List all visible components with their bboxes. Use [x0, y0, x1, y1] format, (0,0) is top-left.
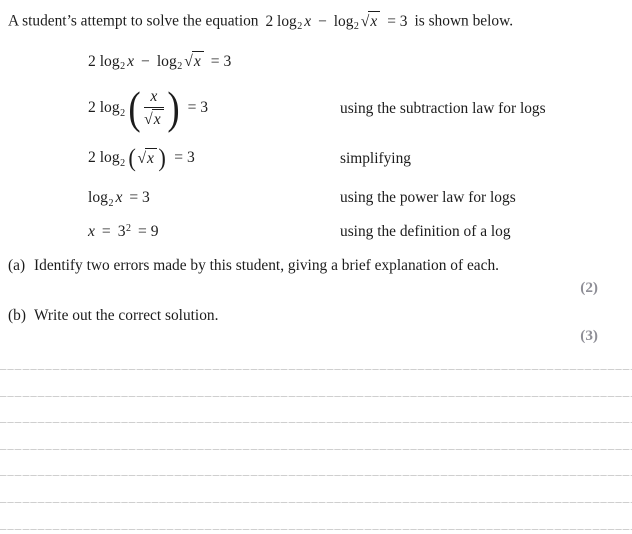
note-simplifying: simplifying [340, 150, 411, 167]
left-paren: ( [128, 82, 141, 133]
math-token: $\log_2 √x$ [157, 53, 204, 70]
sqrt-x: √x [144, 109, 163, 128]
math-token: $\log_2 √x$ [334, 13, 380, 30]
math-token: 2 $\log_2$ [88, 149, 126, 169]
work-line-3 [88, 144, 195, 172]
right-paren: ) [158, 144, 166, 172]
work-line-4 [88, 189, 150, 207]
intro-equation [266, 13, 408, 30]
note-subtraction-law: using the subtraction law for logs [340, 100, 546, 117]
part-a [8, 257, 499, 275]
answer-line [0, 502, 632, 503]
answer-line [0, 475, 632, 476]
part-a-label: (a) [8, 257, 26, 274]
note-definition: using the definition of a log [340, 223, 511, 240]
minus-sign: − [141, 52, 150, 70]
question-intro [8, 11, 513, 31]
part-b [8, 307, 218, 325]
intro-prefix: A student’s attempt to solve the equation [8, 12, 259, 30]
numerator: x [150, 88, 158, 106]
answer-line [0, 396, 632, 397]
math-token: $\log_2 x$ [88, 189, 123, 209]
math-token: x [88, 223, 95, 240]
left-paren: ( [128, 144, 137, 172]
note-power-law: using the power law for logs [340, 189, 516, 206]
denominator [144, 109, 163, 128]
fraction-bar [144, 107, 163, 108]
math-token: 2 $\log_2 x$ [88, 52, 135, 72]
part-b-text: Write out the correct solution. [34, 307, 219, 324]
math-token: = 3 [129, 189, 150, 206]
fraction-x-over-sqrt-x [144, 88, 163, 128]
work-line-2 [88, 84, 208, 132]
minus-sign: − [318, 12, 327, 30]
work-line-1 [88, 51, 231, 71]
answer-line [0, 422, 632, 423]
answer-line [0, 449, 632, 450]
math-token: $3^2$ [117, 223, 132, 240]
math-token: = 3 [387, 12, 408, 30]
sqrt-x: √x [184, 51, 203, 71]
answer-lines [0, 369, 632, 530]
right-paren: ) [166, 82, 180, 133]
math-token: = 3 [174, 149, 195, 166]
sqrt-x: √x [361, 11, 380, 31]
intro-suffix: is shown below. [414, 12, 514, 30]
sqrt-x: √x [137, 148, 156, 168]
math-token: = 9 [138, 223, 159, 240]
equals-sign: = [101, 223, 111, 240]
work-line-5 [88, 223, 159, 241]
math-token: 2 $\log_2 x$ [265, 12, 312, 32]
answer-line [0, 529, 632, 530]
part-a-marks: (2) [580, 279, 598, 296]
math-token: 2 $\log_2$ [88, 99, 126, 119]
part-a-text: Identify two errors made by this student, giving a brief explanation of each. [34, 257, 500, 274]
math-token: = 3 [210, 52, 232, 70]
part-b-marks: (3) [580, 327, 598, 344]
answer-line [0, 369, 632, 370]
math-token: = 3 [187, 99, 209, 116]
part-b-label: (b) [8, 307, 26, 324]
